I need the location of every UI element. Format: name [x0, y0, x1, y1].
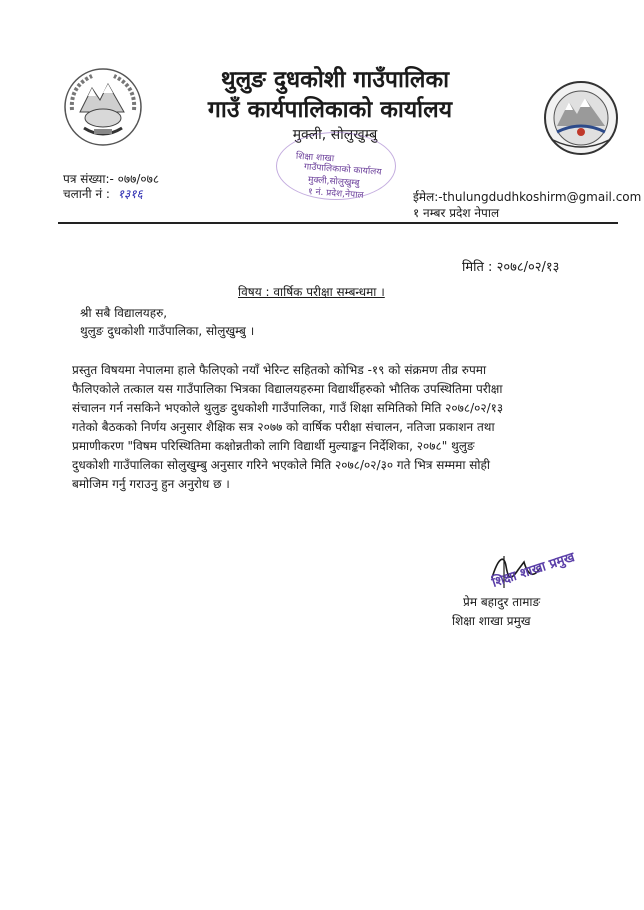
body-line: प्रस्तुत विषयमा नेपालमा हाले फैलिएको नयाँ भेरिन्ट सहितको कोभिड -१९ को संक्रमण तीव्र रुपमा: [72, 363, 487, 377]
addressee-line: थुलुङ दुधकोशी गाउँपालिका, सोलुखुम्बु ।: [80, 324, 255, 338]
addressee-line: श्री सबै विद्यालयहरु,: [80, 306, 168, 320]
letter-number: [63, 171, 159, 187]
dispatch-number-label: चलानी नं :: [63, 187, 110, 201]
municipality-title: थुलुङ दुधकोशी गाउँपालिका: [220, 67, 450, 93]
body-line: बमोजिम गर्नु गराउनु हुन अनुरोध छ ।: [72, 477, 230, 491]
header-divider: [58, 222, 618, 224]
nepal-emblem-icon: [62, 66, 144, 148]
body-line: दुधकोशी गाउँपालिका सोलुखुम्बु अनुसार गरिने भएकोले मिति २०७८/०२/३० गते भित्र सम्ममा सोही: [72, 458, 490, 472]
body-line: संचालन गर्न नसकिने भएकोले थुलुङ दुधकोशी गाउँपालिका, गाउँ शिक्षा समितिको मिति २०७८/०२/१३: [72, 401, 504, 415]
body-line: गतेको बैठकको निर्णय अनुसार शैक्षिक सत्र २०७७ को वार्षिक परीक्षा संचालन, नतिजा प्रकाशन तथा: [72, 420, 495, 434]
signatory-role: शिक्षा शाखा प्रमुख: [452, 614, 531, 628]
stamp-line: शिक्षा शाखा: [295, 151, 335, 165]
email: ईमेल:-thulungdudhkoshirm@gmail.com: [413, 190, 642, 204]
signatory-stamp: शिक्षा शाखा प्रमुख: [490, 550, 577, 591]
stamp-line: १ नं. प्रदेश,नेपाल: [307, 187, 364, 201]
province: १ नम्बर प्रदेश नेपाल: [413, 206, 500, 220]
body-line: फैलिएकोले तत्काल यस गाउँपालिका भित्रका विद्यालयहरुमा विद्यार्थीहरुको भौतिक उपस्थितिमा परीक्षा: [72, 382, 503, 396]
municipality-logo-icon: [543, 80, 619, 156]
office-address: मुक्ली, सोलुखुम्बु: [292, 127, 378, 143]
subject-line: विषय : वार्षिक परीक्षा सम्बन्धमा ।: [238, 285, 385, 299]
letter-number-label: पत्र संख्या:-: [63, 172, 114, 186]
letter-number-value: ०७७/०७८: [117, 172, 160, 186]
letter-date: मिति : २०७८/०२/१३: [462, 260, 560, 275]
dispatch-number-value: १३१६: [117, 187, 143, 201]
stamp-line: गाउँपालिकाको कार्यालय: [303, 162, 382, 178]
stamp-line: मुक्ली,सोलुखुम्बु: [307, 175, 360, 189]
body-line: प्रमाणीकरण "विषम परिस्थितिमा कक्षोन्नतीको लागि विद्यार्थी मुल्याङ्कन निर्देशिका, २०७८" थुलुङ: [72, 439, 475, 453]
dispatch-number: [63, 186, 143, 202]
office-title: गाउँ कार्यपालिकाको कार्यालय: [207, 97, 453, 123]
signatory-name: प्रेम बहादुर तामाङ: [463, 595, 541, 609]
